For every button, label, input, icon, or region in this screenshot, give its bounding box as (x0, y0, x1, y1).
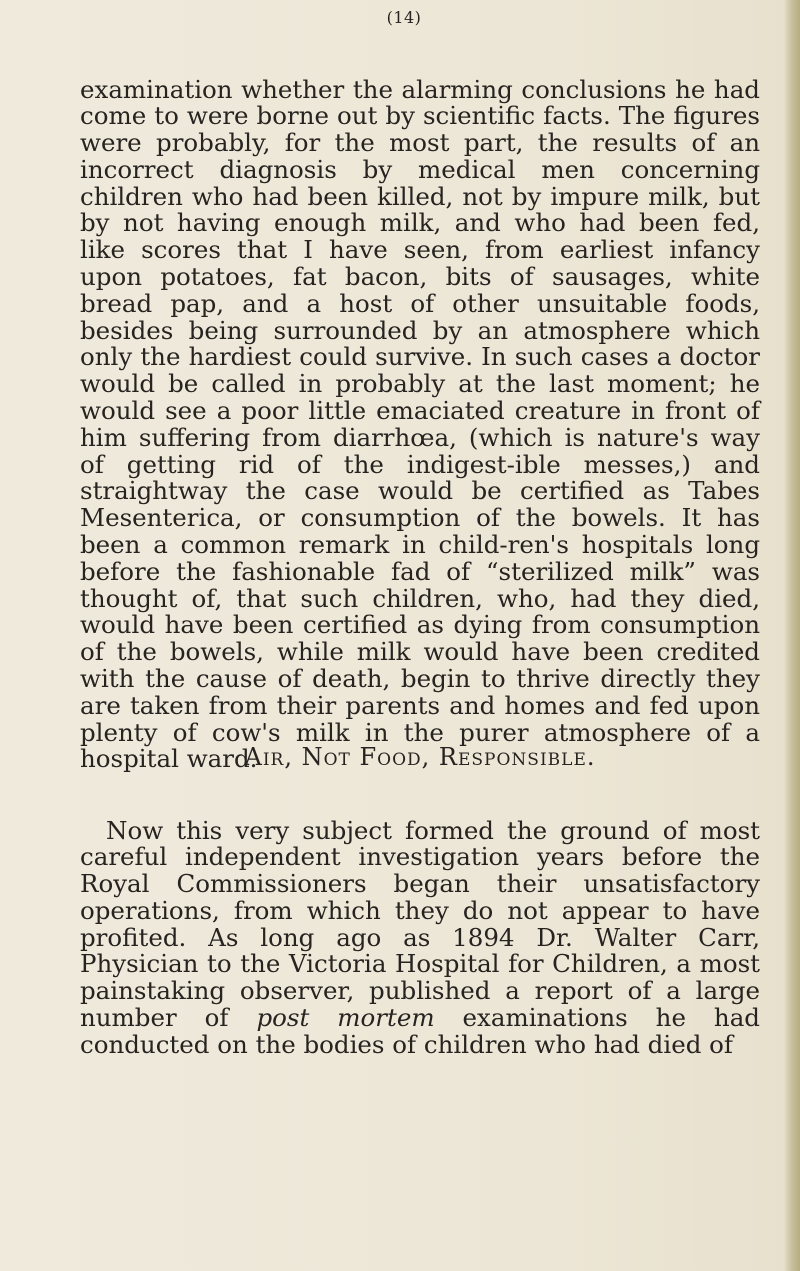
body-paragraph-1: examination whether the alarming conclusions he had come to were borne out by scientific facts. The figures were probably, for the most part, the results of an incorrect diagnosis by medical men concerning children who had been killed, not by impure milk, but by not having enough milk, and who had been fed, like scores that I have seen, from earliest infancy upon potatoes, fat bacon, bits of sausages, white bread pap, and a host of other unsuitable foods, besides being surrounded by an atmosphere which only the hardiest could survive. In such cases a doctor would be called in probably at the last moment; he would see a poor little emaciated creature in front of him suffering from diarrhœa, (which is nature's way of getting rid of the indigest-ible messes,) and straightway the case would be certified as Tabes Mesenterica, or consumption of the bowels. It has been a common remark in child-ren's hospitals long before the fashionable fad of “sterilized milk” was thought of, that such children, who, had they died, would have been certified as dying from consumption of the bowels, while milk would have been credited with the cause of death, begin to thrive directly they are taken from their parents and homes and fed upon plenty of cow's milk in the purer atmosphere of a hospital ward. (80, 74, 760, 774)
paragraph-2-text-end: examinations he had conducted on the bodies of children who had died of (80, 1003, 760, 1059)
body-paragraph-2 (80, 815, 760, 1059)
section-heading: Air, Not Food, Responsible. (244, 743, 596, 771)
page-edge-shadow (784, 0, 800, 1271)
paragraph-2-text-start: Now this very subject formed the ground of most careful independent investigation years before the Royal Commissioners began their unsatisfactory operations, from which they do not appear to have profited. As long ago as 1894 Dr. Walter Carr, Physician to the Victoria Hospital for Children, a most painstaking observer, published a report of a large number of (80, 815, 760, 1033)
paragraph-2-italic-phrase: post mortem (256, 1003, 435, 1033)
page-number: (14) (386, 8, 422, 27)
